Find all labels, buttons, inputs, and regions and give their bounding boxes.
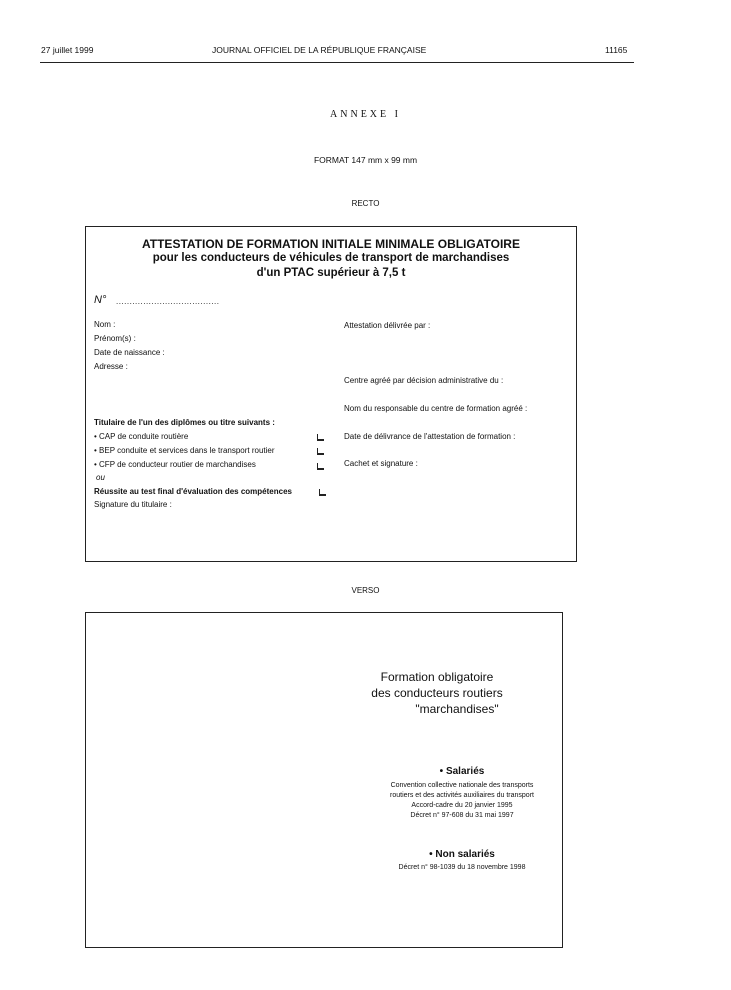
verso-label: VERSO bbox=[351, 586, 380, 595]
verso-card bbox=[85, 612, 563, 948]
header-date: 27 juillet 1999 bbox=[41, 45, 94, 55]
recto-title-line2: pour les conducteurs de véhicules de transport de marchandises bbox=[152, 252, 510, 264]
checkbox-test[interactable] bbox=[319, 489, 326, 496]
diploma-item: • CAP de conduite routière bbox=[94, 432, 189, 441]
field-prenom: Prénom(s) : bbox=[94, 334, 136, 343]
checkbox-cap[interactable] bbox=[317, 434, 324, 441]
checkbox-cfp[interactable] bbox=[317, 463, 324, 470]
annex-title: ANNEXE I bbox=[330, 109, 401, 120]
verso-title-line1: Formation obligatoire bbox=[380, 670, 494, 684]
verso-title-line3: "marchandises" bbox=[415, 702, 499, 716]
signature-label: Signature du titulaire : bbox=[94, 500, 172, 509]
journal-title: JOURNAL OFFICIEL DE LA RÉPUBLIQUE FRANÇAISE bbox=[212, 45, 427, 55]
recto-title-line1: ATTESTATION DE FORMATION INITIALE MINIMALE OBLIGATOIRE bbox=[142, 237, 520, 251]
salaries-heading: • Salariés bbox=[439, 766, 485, 777]
salaries-line: Accord-cadre du 20 janvier 1995 bbox=[411, 802, 513, 809]
field-cachet: Cachet et signature : bbox=[344, 459, 418, 468]
verso-title-line2: des conducteurs routiers bbox=[371, 686, 503, 700]
field-date-delivrance: Date de délivrance de l'attestation de formation : bbox=[344, 432, 516, 441]
checkbox-bep[interactable] bbox=[317, 448, 324, 455]
diploma-item: • BEP conduite et services dans le transport routier bbox=[94, 446, 275, 455]
field-responsable: Nom du responsable du centre de formation agréé : bbox=[344, 404, 528, 413]
field-date-naissance: Date de naissance : bbox=[94, 348, 165, 357]
salaries-line: Décret n° 97-608 du 31 mai 1997 bbox=[410, 812, 514, 819]
diploma-item: • CFP de conducteur routier de marchandises bbox=[94, 460, 256, 469]
salaries-line: Convention collective nationale des transports bbox=[390, 782, 534, 789]
header-rule bbox=[40, 62, 634, 63]
recto-card bbox=[85, 226, 577, 562]
diplomas-heading: Titulaire de l'un des diplômes ou titre suivants : bbox=[94, 418, 275, 427]
field-delivree-par: Attestation délivrée par : bbox=[344, 321, 431, 330]
non-salaries-heading: • Non salariés bbox=[429, 849, 495, 860]
number-field[interactable]: ...................................... bbox=[116, 297, 220, 306]
format-label: FORMAT 147 mm x 99 mm bbox=[313, 155, 418, 165]
or-label: ou bbox=[96, 473, 105, 482]
test-label: Réussite au test final d'évaluation des compétences bbox=[94, 487, 292, 496]
non-salaries-line: Décret n° 98-1039 du 18 novembre 1998 bbox=[398, 864, 526, 871]
field-adresse: Adresse : bbox=[94, 362, 128, 371]
recto-title-line3: d'un PTAC supérieur à 7,5 t bbox=[256, 267, 406, 279]
number-label: N° bbox=[94, 294, 107, 306]
field-nom: Nom : bbox=[94, 320, 116, 329]
page-number: 11165 bbox=[605, 45, 628, 55]
field-centre-agree: Centre agréé par décision administrative du : bbox=[344, 376, 504, 385]
recto-label: RECTO bbox=[351, 199, 380, 208]
salaries-line: routiers et des activités auxiliaires du transport bbox=[390, 792, 534, 799]
